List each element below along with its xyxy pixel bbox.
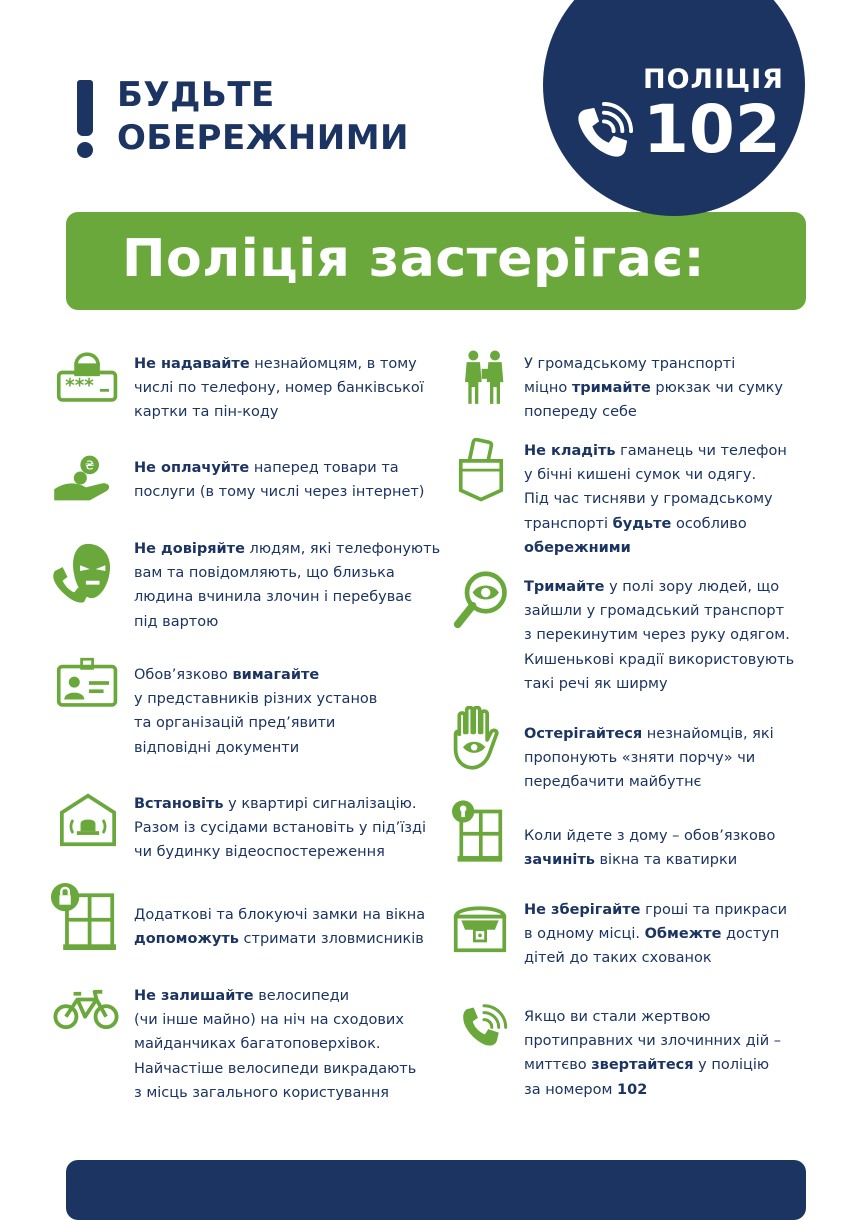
svg-text:₴: ₴ — [85, 458, 95, 473]
advice-segment: міцно — [524, 380, 572, 397]
advice-line — [134, 736, 377, 760]
advice-line — [524, 770, 774, 794]
advice-segment: картки та пін-коду — [134, 404, 279, 421]
advice-segment: Під час тисняви у громадському — [524, 491, 773, 508]
advice-line — [524, 536, 787, 560]
advice-segment: за номером — [524, 1081, 618, 1098]
advice-text — [524, 722, 774, 795]
bicycle-icon — [52, 988, 120, 1036]
advice-segment: рюкзак чи сумку — [650, 380, 783, 397]
advice-text — [524, 439, 787, 560]
advice-line — [134, 927, 425, 951]
advice-emphasis: Встановіть — [134, 796, 224, 812]
advice-line — [524, 623, 794, 647]
footer-bar — [66, 1160, 806, 1220]
phone-call-icon — [458, 1004, 510, 1060]
advice-line — [524, 722, 774, 746]
masked-caller-icon — [48, 538, 118, 610]
treasure-chest-icon — [452, 898, 508, 958]
advice-line — [134, 400, 424, 424]
advice-segment: вам та повідомляють, що близька — [134, 565, 395, 582]
advice-line — [134, 711, 377, 735]
advice-text — [524, 898, 787, 971]
magnifier-eye-icon — [452, 570, 512, 634]
advice-segment: Разом із сусідами встановіть у під’їзді — [134, 820, 427, 837]
advice-segment: у поліцію — [693, 1057, 770, 1074]
advice-segment: такі речі як ширму — [524, 675, 668, 692]
advice-segment: Найчастіше велосипеди викрадають — [134, 1060, 417, 1077]
advice-line — [134, 840, 426, 864]
advice-line — [524, 575, 794, 599]
transport-people-icon — [460, 346, 510, 414]
advice-emphasis: допоможуть — [134, 931, 239, 948]
advice-text — [134, 903, 425, 951]
advice-segment: гроші та прикраси — [640, 902, 788, 918]
advice-line — [524, 512, 787, 536]
advice-line — [134, 561, 440, 585]
advice-emphasis: зачиніть — [524, 852, 595, 869]
advice-emphasis: Не зберігайте — [524, 902, 641, 918]
advice-line — [524, 946, 787, 970]
advice-line — [134, 792, 426, 816]
advice-segment: У громадському транспорті — [524, 356, 736, 372]
advice-line — [134, 352, 424, 376]
advice-line — [134, 1057, 416, 1081]
advice-segment: Коли йдете з дому – обов’язково — [524, 828, 776, 844]
password-lock-icon — [56, 350, 120, 410]
advice-line — [134, 903, 425, 927]
advice-emphasis: 102 — [617, 1081, 648, 1098]
advice-text — [524, 824, 775, 872]
advice-line — [134, 610, 440, 634]
phone-call-icon — [571, 102, 633, 164]
advice-segment: дітей до таких схованок — [524, 950, 712, 967]
advice-segment: стримати зловмисників — [238, 931, 424, 948]
advice-text — [134, 663, 377, 760]
advice-text — [134, 984, 416, 1105]
advice-segment: (чи інше майно) на ніч на сходових — [134, 1012, 404, 1029]
advice-segment: пропонують «зняти порчу» чи — [524, 750, 756, 767]
advice-emphasis: будьте — [612, 515, 672, 532]
advice-segment: у представників різних установ — [134, 691, 378, 708]
advice-line — [134, 480, 424, 504]
advice-text — [134, 352, 424, 425]
advice-emphasis: Тримайте — [524, 579, 605, 595]
advice-text — [524, 575, 794, 696]
advice-segment: транспорті — [524, 515, 613, 532]
police-circle — [543, 0, 805, 216]
advice-line — [134, 537, 440, 561]
advice-line — [524, 672, 794, 696]
advice-line — [134, 687, 377, 711]
advice-line — [524, 400, 783, 424]
advice-segment: у полі зору людей, що — [604, 579, 780, 595]
advice-segment: числі по телефону, номер банківської — [134, 380, 424, 397]
advice-line — [134, 984, 416, 1008]
advice-emphasis: Не залишайте — [134, 988, 254, 1004]
advice-text — [524, 352, 783, 425]
advice-line — [524, 352, 783, 376]
hand-eye-icon — [450, 706, 502, 774]
advice-segment: під вартою — [134, 613, 219, 630]
advice-text — [134, 792, 426, 865]
advice-emphasis: вимагайте — [232, 667, 320, 683]
svg-text:***: *** — [65, 375, 94, 397]
advice-segment: вікна та кватирки — [594, 852, 738, 869]
advice-segment: з перекинутим через руку одягом. — [524, 627, 790, 644]
advice-line — [524, 1078, 781, 1102]
advice-emphasis: Не кладіть — [524, 443, 616, 459]
advice-segment: у квартирі сигналізацію. — [223, 796, 417, 812]
advice-segment: та організацій пред’явити — [134, 715, 336, 732]
advice-line — [524, 648, 794, 672]
advice-line — [134, 1032, 416, 1056]
house-alarm-icon — [58, 792, 118, 852]
advice-segment: майданчиках багатоповерхівок. — [134, 1036, 381, 1053]
advice-segment: миттєво — [524, 1057, 592, 1074]
advice-segment: наперед товари та — [249, 460, 399, 476]
warning-title — [117, 74, 409, 160]
advice-emphasis: Остерігайтеся — [524, 726, 643, 742]
police-label: ПОЛІЦІЯ — [643, 64, 784, 95]
window-lock-icon — [50, 880, 116, 956]
advice-segment: незнайомцям, в тому — [249, 356, 417, 372]
main-banner — [66, 212, 806, 310]
advice-segment: Кишенькові крадії використовують — [524, 651, 795, 668]
advice-line — [524, 824, 775, 848]
advice-line — [524, 376, 783, 400]
advice-segment: незнайомців, які — [642, 726, 774, 742]
advice-segment: зайшли у громадський транспорт — [524, 603, 785, 620]
advice-segment: велосипеди — [253, 988, 350, 1004]
money-hand-icon — [52, 450, 118, 510]
banner-title: Поліція застерігає: — [122, 229, 705, 289]
advice-segment: людям, які телефонують — [244, 541, 441, 557]
advice-line — [524, 1053, 781, 1077]
advice-line — [524, 599, 794, 623]
advice-segment: послуги (в тому числі через інтернет) — [134, 484, 425, 501]
advice-segment: Обов’язково — [134, 667, 233, 683]
advice-line — [524, 1029, 781, 1053]
advice-line — [134, 816, 426, 840]
advice-segment: у бічні кишені сумок чи одягу. — [524, 467, 757, 484]
advice-emphasis: Не довіряйте — [134, 541, 245, 557]
id-card-icon — [56, 656, 120, 714]
advice-segment: в одному місці. — [524, 926, 645, 943]
advice-emphasis: Не надавайте — [134, 356, 250, 372]
advice-segment: особливо — [671, 515, 747, 532]
advice-emphasis: обережними — [524, 539, 631, 556]
advice-line — [524, 439, 787, 463]
window-keyhole-icon — [452, 798, 504, 868]
advice-emphasis: Не оплачуйте — [134, 460, 250, 476]
advice-emphasis: звертайтеся — [591, 1057, 694, 1074]
advice-line — [134, 585, 440, 609]
advice-line — [134, 1081, 416, 1105]
advice-segment: доступ — [721, 926, 780, 943]
advice-text — [524, 1005, 781, 1102]
advice-line — [524, 463, 787, 487]
warning-title-line1: БУДЬТЕ — [117, 75, 275, 115]
exclamation-icon — [74, 80, 96, 158]
advice-line — [524, 487, 787, 511]
advice-segment: чи будинку відеоспостереження — [134, 844, 385, 861]
phone-pocket-icon — [458, 438, 504, 508]
advice-line — [134, 1008, 416, 1032]
advice-line — [134, 663, 377, 687]
advice-text — [134, 456, 424, 504]
advice-text — [134, 537, 440, 634]
advice-emphasis: тримайте — [571, 380, 651, 397]
advice-line — [524, 848, 775, 872]
advice-line — [524, 746, 774, 770]
advice-segment: протиправних чи злочинних дій – — [524, 1033, 781, 1050]
advice-line — [524, 1005, 781, 1029]
advice-segment: людина вчинила злочин і перебуває — [134, 589, 413, 606]
warning-title-line2: ОБЕРЕЖНИМИ — [117, 118, 410, 158]
advice-segment: Якщо ви стали жертвою — [524, 1009, 711, 1025]
advice-segment: Додаткові та блокуючі замки на вікна — [134, 907, 426, 923]
advice-segment: гаманець чи телефон — [615, 443, 787, 459]
advice-segment: передбачити майбутнє — [524, 774, 702, 791]
advice-line — [134, 376, 424, 400]
advice-line — [524, 922, 787, 946]
police-number: 102 — [643, 91, 781, 168]
advice-emphasis: Обмежте — [644, 926, 722, 943]
advice-segment: відповідні документи — [134, 739, 300, 756]
advice-segment: попереду себе — [524, 404, 637, 421]
advice-line — [134, 456, 424, 480]
advice-segment: з місць загального користування — [134, 1084, 390, 1101]
advice-line — [524, 898, 787, 922]
